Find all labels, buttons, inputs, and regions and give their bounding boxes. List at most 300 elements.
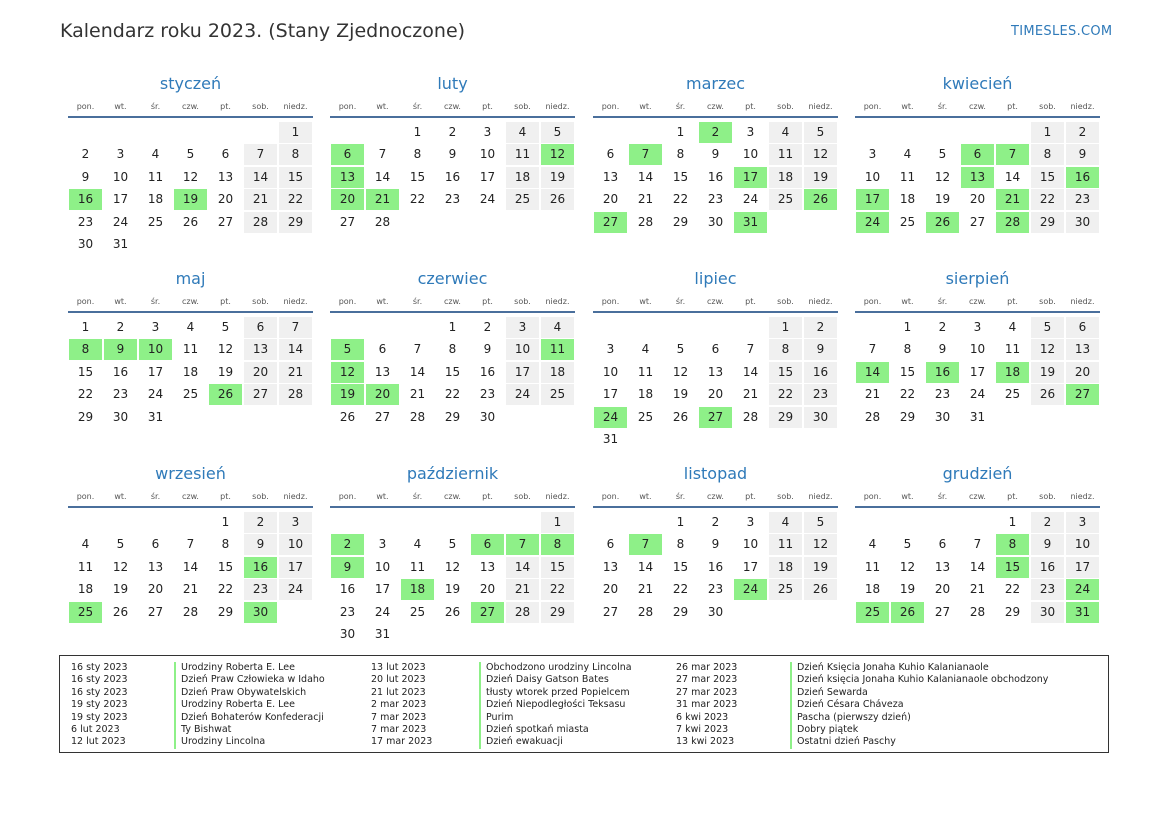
month-name: wrzesień	[155, 464, 226, 483]
day-cell: 7	[244, 144, 277, 165]
day-cell: 12	[444, 559, 461, 574]
legend-date: 26 mar 2023	[676, 662, 738, 673]
day-cell: 6	[711, 342, 720, 357]
day-cell: 3	[151, 320, 160, 334]
day-cell: 10	[602, 364, 619, 379]
day-cell: 19	[217, 364, 234, 379]
legend-date: 19 sty 2023	[71, 699, 128, 711]
day-cell-holiday: 7	[629, 534, 662, 555]
day-cell: 15	[1031, 167, 1064, 188]
day-cell: 16	[339, 582, 356, 597]
day-cell-holiday: 15	[996, 557, 1029, 578]
day-cell: 7	[413, 342, 422, 357]
day-cell-holiday: 27	[594, 212, 627, 233]
day-cell: 26	[804, 579, 837, 600]
day-cell: 4	[541, 317, 574, 338]
day-cell: 22	[217, 582, 234, 597]
day-cell: 20	[602, 192, 619, 207]
day-cell: 6	[244, 317, 277, 338]
day-cell: 31	[112, 237, 129, 251]
day-cell: 1	[448, 320, 457, 334]
month-name: lipiec	[694, 269, 737, 288]
day-cell-holiday: 8	[541, 534, 574, 555]
day-cell: 4	[413, 537, 422, 552]
day-cell: 30	[77, 237, 94, 251]
day-cell: 7	[279, 317, 312, 338]
day-cell: 6	[151, 537, 160, 552]
day-cell: 3	[506, 317, 539, 338]
month-name: styczeń	[159, 74, 222, 93]
legend-holiday-name: Dzień Bohaterów Konfederacji	[181, 711, 324, 723]
day-cell: 28	[637, 214, 654, 229]
day-cell: 18	[541, 362, 574, 383]
day-cell: 25	[541, 384, 574, 405]
weekday-label: śr.	[937, 102, 948, 111]
day-cell: 29	[899, 409, 916, 424]
legend-date: 13 lut 2023	[371, 662, 426, 673]
weekday-label: pon.	[863, 102, 882, 111]
weekday-label: czw.	[969, 102, 986, 111]
month-8	[855, 268, 1100, 451]
day-cell: 29	[77, 409, 94, 424]
legend-holiday-name: Ostatni dzień Paschy	[797, 736, 896, 748]
day-cell: 30	[1031, 602, 1064, 623]
day-cell: 30	[339, 627, 356, 641]
weekday-label: niedz.	[545, 102, 570, 111]
day-cell: 8	[413, 147, 422, 162]
day-cell: 17	[742, 559, 759, 574]
day-cell: 4	[641, 342, 650, 357]
day-cell: 18	[899, 192, 916, 207]
day-cell-holiday: 24	[734, 579, 767, 600]
site-brand-link[interactable]: TIMESLES.COM	[1011, 24, 1113, 39]
day-cell: 9	[244, 534, 277, 555]
day-grid	[855, 313, 1100, 451]
weekday-label: pt.	[1007, 297, 1018, 306]
weekday-label: wt.	[376, 102, 389, 111]
day-cell: 26	[1031, 384, 1064, 405]
weekday-label: niedz.	[545, 297, 570, 306]
day-cell: 8	[903, 342, 912, 357]
day-cell: 24	[969, 387, 986, 402]
day-cell: 4	[186, 320, 195, 334]
day-cell: 24	[479, 192, 496, 207]
day-cell: 9	[938, 342, 947, 357]
day-cell: 9	[711, 537, 720, 552]
legend-date: 27 mar 2023	[676, 686, 738, 698]
day-cell-holiday: 26	[891, 602, 924, 623]
day-cell: 27	[339, 214, 356, 229]
weekday-label: niedz.	[1070, 297, 1095, 306]
weekday-label: pt.	[1007, 102, 1018, 111]
day-cell: 2	[1066, 122, 1099, 143]
day-cell: 28	[374, 214, 391, 229]
legend-date: 7 mar 2023	[371, 711, 427, 723]
legend-date: 27 mar 2023	[676, 674, 738, 686]
weekday-label: wt.	[901, 297, 914, 306]
legend-date: 12 lut 2023	[71, 736, 126, 748]
day-cell: 2	[483, 320, 492, 334]
day-cell: 25	[769, 579, 802, 600]
day-cell-holiday: 16	[1066, 167, 1099, 188]
legend-names	[486, 662, 632, 749]
day-cell-holiday: 13	[961, 167, 994, 188]
month-11	[593, 463, 838, 646]
month-12	[855, 463, 1100, 646]
day-cell: 17	[479, 169, 496, 184]
weekday-label: niedz.	[808, 492, 833, 501]
day-cell: 23	[1031, 579, 1064, 600]
legend-date: 7 kwi 2023	[676, 724, 729, 736]
day-cell: 17	[374, 582, 391, 597]
day-cell: 23	[934, 387, 951, 402]
day-cell: 15	[279, 167, 312, 188]
day-cell: 11	[769, 144, 802, 165]
day-cell: 19	[672, 387, 689, 402]
day-cell: 5	[903, 537, 912, 552]
day-cell: 26	[339, 409, 356, 424]
day-cell: 1	[81, 320, 90, 334]
day-cell: 31	[969, 409, 986, 424]
day-cell: 22	[672, 582, 689, 597]
day-cell: 23	[339, 604, 356, 619]
day-cell: 24	[279, 579, 312, 600]
weekday-label: wt.	[639, 297, 652, 306]
day-cell: 31	[147, 409, 164, 424]
day-cell: 11	[77, 559, 94, 574]
day-cell: 23	[804, 384, 837, 405]
day-cell-holiday: 12	[331, 362, 364, 383]
day-cell: 5	[186, 147, 195, 162]
day-cell: 22	[769, 384, 802, 405]
day-cell: 1	[676, 125, 685, 139]
day-cell-holiday: 9	[331, 557, 364, 578]
day-cell: 25	[182, 387, 199, 402]
legend-dates	[676, 662, 737, 749]
legend-holiday-name: Dzień Daisy Gatson Bates	[486, 674, 609, 686]
day-cell: 7	[186, 537, 195, 552]
day-grid	[68, 313, 313, 451]
day-cell: 29	[1031, 212, 1064, 233]
day-cell-holiday: 24	[856, 212, 889, 233]
day-cell: 13	[602, 559, 619, 574]
weekday-label: niedz.	[283, 102, 308, 111]
weekday-label: sob.	[777, 102, 794, 111]
weekday-label: wt.	[114, 492, 127, 501]
day-cell: 22	[77, 387, 94, 402]
day-cell: 13	[244, 339, 277, 360]
day-cell: 2	[804, 317, 837, 338]
day-cell: 25	[769, 189, 802, 210]
day-cell: 14	[506, 557, 539, 578]
weekday-label: śr.	[675, 297, 686, 306]
day-cell: 29	[217, 604, 234, 619]
day-cell: 21	[637, 192, 654, 207]
day-cell-holiday: 25	[69, 602, 102, 623]
day-cell: 10	[969, 342, 986, 357]
legend-dates	[71, 662, 128, 749]
day-cell: 29	[541, 602, 574, 623]
day-cell: 14	[637, 559, 654, 574]
weekday-header	[68, 293, 313, 313]
day-cell: 28	[637, 604, 654, 619]
day-cell: 27	[244, 384, 277, 405]
day-cell: 29	[672, 214, 689, 229]
weekday-label: niedz.	[1070, 102, 1095, 111]
weekday-label: pt.	[745, 492, 756, 501]
weekday-label: śr.	[675, 492, 686, 501]
weekday-label: sob.	[777, 492, 794, 501]
day-cell: 20	[244, 362, 277, 383]
weekday-header	[330, 488, 575, 508]
day-cell: 3	[746, 125, 755, 139]
weekday-label: pt.	[1007, 492, 1018, 501]
day-cell: 30	[707, 214, 724, 229]
day-cell: 26	[112, 604, 129, 619]
day-cell: 14	[742, 364, 759, 379]
weekday-label: pt.	[745, 297, 756, 306]
day-cell: 29	[672, 604, 689, 619]
weekday-label: sob.	[252, 297, 269, 306]
day-cell: 27	[969, 214, 986, 229]
day-cell: 22	[899, 387, 916, 402]
weekday-label: pt.	[220, 102, 231, 111]
day-cell: 20	[969, 192, 986, 207]
day-cell: 10	[1066, 534, 1099, 555]
day-cell: 10	[506, 339, 539, 360]
day-cell: 8	[1031, 144, 1064, 165]
day-cell: 10	[279, 534, 312, 555]
day-cell: 11	[769, 534, 802, 555]
legend-date: 16 sty 2023	[71, 662, 128, 673]
day-cell: 8	[279, 144, 312, 165]
weekday-label: czw.	[707, 102, 724, 111]
weekday-label: sob.	[1039, 102, 1056, 111]
day-cell: 8	[676, 537, 685, 552]
day-cell: 10	[864, 169, 881, 184]
day-cell: 2	[448, 125, 457, 139]
day-cell: 11	[1004, 342, 1021, 357]
weekday-label: sob.	[252, 492, 269, 501]
day-cell: 8	[676, 147, 685, 162]
month-2	[330, 73, 575, 256]
day-cell: 10	[742, 147, 759, 162]
weekday-label: czw.	[707, 492, 724, 501]
day-cell: 14	[279, 339, 312, 360]
day-cell: 13	[374, 364, 391, 379]
day-cell: 4	[1008, 320, 1017, 334]
day-cell: 17	[602, 387, 619, 402]
day-cell: 14	[969, 559, 986, 574]
day-cell: 22	[1031, 189, 1064, 210]
day-cell: 3	[746, 515, 755, 529]
day-cell-holiday: 13	[331, 167, 364, 188]
day-cell: 25	[506, 189, 539, 210]
weekday-label: wt.	[901, 492, 914, 501]
weekday-header	[593, 98, 838, 118]
legend-date: 19 sty 2023	[71, 711, 128, 723]
day-cell: 4	[81, 537, 90, 552]
day-cell: 6	[221, 147, 230, 162]
legend-date: 16 sty 2023	[71, 686, 128, 698]
day-cell-holiday: 9	[104, 339, 137, 360]
day-grid	[330, 118, 575, 256]
day-cell: 18	[506, 167, 539, 188]
day-cell: 3	[606, 342, 615, 357]
day-cell: 11	[899, 169, 916, 184]
day-cell: 19	[112, 582, 129, 597]
legend-names	[797, 662, 1048, 749]
weekday-label: śr.	[150, 102, 161, 111]
day-cell: 7	[868, 342, 877, 357]
day-cell: 22	[672, 192, 689, 207]
weekday-label: śr.	[412, 102, 423, 111]
day-cell: 9	[804, 339, 837, 360]
day-cell: 23	[444, 192, 461, 207]
day-cell: 12	[112, 559, 129, 574]
month-name: grudzień	[942, 464, 1013, 483]
day-grid	[68, 508, 313, 646]
legend-dates	[371, 662, 432, 749]
legend-date: 13 kwi 2023	[676, 736, 735, 748]
day-grid	[68, 118, 313, 256]
day-cell: 23	[479, 387, 496, 402]
day-cell: 14	[244, 167, 277, 188]
day-cell: 11	[182, 342, 199, 357]
legend-date: 21 lut 2023	[371, 686, 426, 698]
weekday-header	[330, 293, 575, 313]
weekday-label: wt.	[376, 492, 389, 501]
day-cell: 26	[182, 214, 199, 229]
weekday-label: czw.	[182, 102, 199, 111]
day-cell: 4	[903, 147, 912, 162]
month-name: czerwiec	[417, 269, 488, 288]
day-cell: 27	[374, 409, 391, 424]
weekday-label: pt.	[482, 297, 493, 306]
weekday-label: pon.	[76, 297, 95, 306]
day-cell: 30	[707, 604, 724, 619]
day-cell: 18	[769, 557, 802, 578]
weekday-header	[593, 488, 838, 508]
day-cell: 10	[112, 169, 129, 184]
day-cell: 24	[742, 192, 759, 207]
day-cell: 15	[672, 559, 689, 574]
weekday-label: śr.	[937, 297, 948, 306]
day-cell: 11	[409, 559, 426, 574]
legend-holiday-name: Dzień Sewarda	[797, 686, 868, 698]
day-cell: 15	[541, 557, 574, 578]
day-cell: 23	[244, 579, 277, 600]
day-cell: 12	[804, 144, 837, 165]
day-cell: 16	[112, 364, 129, 379]
weekday-label: sob.	[514, 102, 531, 111]
day-cell: 4	[769, 512, 802, 533]
day-cell: 20	[602, 582, 619, 597]
day-cell-holiday: 16	[244, 557, 277, 578]
day-cell: 24	[506, 384, 539, 405]
day-cell: 5	[448, 537, 457, 552]
day-cell: 18	[637, 387, 654, 402]
day-cell: 16	[707, 559, 724, 574]
day-grid	[593, 508, 838, 646]
day-cell: 17	[279, 557, 312, 578]
day-cell: 6	[606, 147, 615, 162]
day-cell: 30	[479, 409, 496, 424]
legend-holiday-name: tłusty wtorek przed Popielcem	[486, 686, 630, 698]
day-cell: 29	[279, 212, 312, 233]
day-cell: 12	[672, 364, 689, 379]
day-cell: 28	[506, 602, 539, 623]
day-cell: 28	[969, 604, 986, 619]
day-cell: 18	[864, 582, 881, 597]
day-cell: 15	[217, 559, 234, 574]
day-cell: 31	[374, 627, 391, 641]
weekday-label: sob.	[1039, 297, 1056, 306]
day-cell: 19	[1031, 362, 1064, 383]
legend-separator	[790, 662, 792, 749]
weekday-label: sob.	[514, 297, 531, 306]
day-cell-holiday: 30	[244, 602, 277, 623]
day-cell: 20	[934, 582, 951, 597]
legend-holiday-name: Urodziny Roberta E. Lee	[181, 662, 295, 673]
day-cell: 5	[116, 537, 125, 552]
weekday-label: niedz.	[283, 297, 308, 306]
legend-holiday-name: Ty Bishwat	[181, 724, 232, 736]
day-cell-holiday: 7	[506, 534, 539, 555]
page-title: Kalendarz roku 2023. (Stany Zjednoczone)	[60, 20, 466, 42]
day-cell: 28	[864, 409, 881, 424]
legend-holiday-name: Pascha (pierwszy dzień)	[797, 711, 911, 723]
day-cell: 14	[182, 559, 199, 574]
day-cell: 9	[1066, 144, 1099, 165]
day-cell: 29	[1004, 604, 1021, 619]
day-cell: 1	[413, 125, 422, 139]
day-cell: 27	[147, 604, 164, 619]
day-cell: 12	[182, 169, 199, 184]
day-cell-holiday: 28	[996, 212, 1029, 233]
day-cell: 10	[374, 559, 391, 574]
legend-holiday-name: Purim	[486, 711, 514, 723]
day-cell: 12	[899, 559, 916, 574]
legend-date: 16 sty 2023	[71, 674, 128, 686]
day-cell: 9	[81, 169, 90, 184]
weekday-header	[855, 293, 1100, 313]
legend-holiday-name: Dzień Niepodległości Teksasu	[486, 699, 626, 711]
day-cell-holiday: 18	[996, 362, 1029, 383]
day-cell: 1	[541, 512, 574, 533]
day-cell: 30	[934, 409, 951, 424]
day-cell: 10	[479, 147, 496, 162]
day-cell: 21	[182, 582, 199, 597]
day-cell: 15	[899, 364, 916, 379]
legend-date: 6 lut 2023	[71, 724, 120, 736]
legend-names	[181, 662, 325, 749]
day-cell-holiday: 27	[699, 407, 732, 428]
weekday-label: pt.	[745, 102, 756, 111]
month-3	[593, 73, 838, 256]
day-cell: 16	[804, 362, 837, 383]
weekday-label: wt.	[901, 102, 914, 111]
weekday-label: wt.	[376, 297, 389, 306]
day-cell: 28	[182, 604, 199, 619]
weekday-label: pon.	[601, 297, 620, 306]
weekday-label: niedz.	[283, 492, 308, 501]
month-name: październik	[406, 464, 499, 483]
month-5	[68, 268, 313, 451]
day-cell: 14	[374, 169, 391, 184]
month-name: maj	[175, 269, 206, 288]
day-cell: 8	[769, 339, 802, 360]
